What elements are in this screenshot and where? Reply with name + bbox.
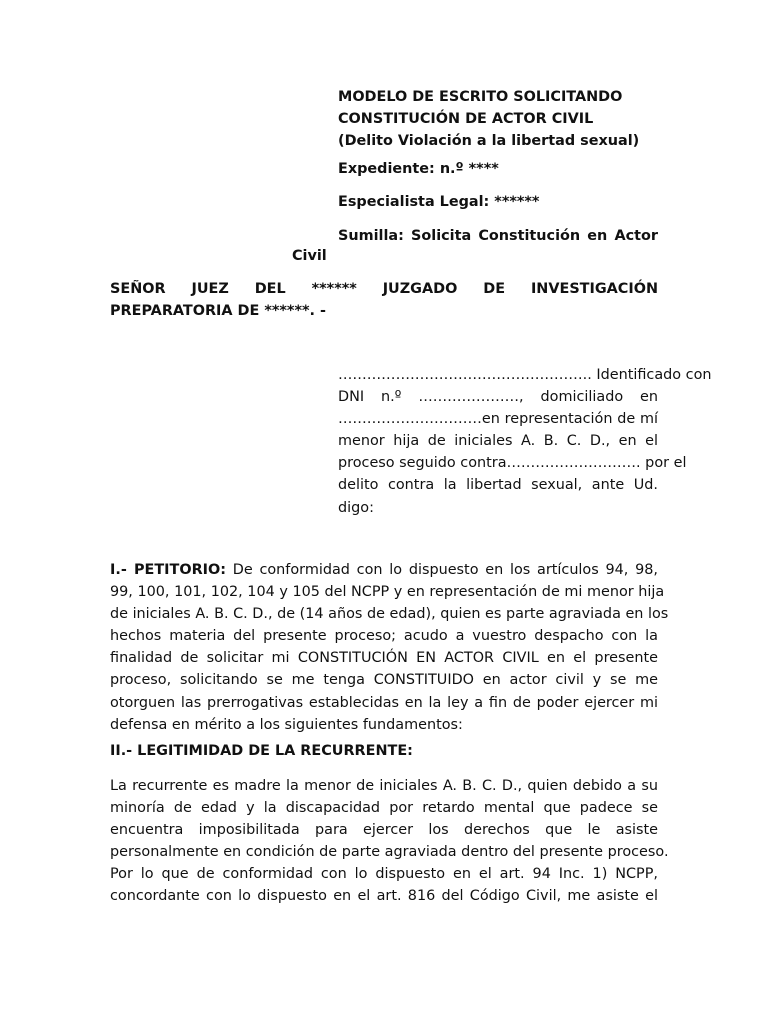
legitimidad-line: Por lo que de conformidad con lo dispuesto en el art. 94 Inc. 1) NCPP, bbox=[110, 866, 658, 883]
address-line: SEÑOR JUEZ DEL ****** JUZGADO DE INVESTIGACIÓN bbox=[110, 281, 658, 297]
sumilla: Sumilla: Solicita Constitución en Actor bbox=[338, 228, 658, 244]
sumilla-continuation: Civil bbox=[292, 248, 327, 264]
legitimidad-line: La recurrente es madre la menor de iniciales A. B. C. D., quien debido a su bbox=[110, 778, 658, 794]
petitorio-label: I.- PETITORIO: bbox=[110, 562, 227, 578]
petitorio-line: proceso, solicitando se me tenga CONSTITUIDO en actor civil y se me bbox=[110, 672, 658, 689]
document-title bbox=[338, 86, 658, 152]
title-line: MODELO DE ESCRITO SOLICITANDO bbox=[338, 89, 623, 105]
title-line: (Delito Violación a la libertad sexual) bbox=[338, 133, 640, 149]
addressee bbox=[110, 278, 658, 322]
legitimidad-section bbox=[110, 775, 669, 908]
petitorio-line: defensa en mérito a los siguientes fundamentos: bbox=[110, 716, 463, 733]
intro-line: menor hija de iniciales A. B. C. D., en el bbox=[338, 433, 658, 450]
petitorio-section bbox=[110, 559, 669, 736]
intro-line: …………………………en representación de mí bbox=[338, 411, 658, 428]
legitimidad-line: concordante con lo dispuesto en el art. 816 del Código Civil, me asiste el bbox=[110, 888, 658, 905]
petitorio-first-line bbox=[110, 559, 658, 581]
intro-line: proceso seguido contra………………………. por el bbox=[338, 455, 687, 472]
introduction-paragraph bbox=[338, 364, 712, 519]
intro-line: …………………………………………….. Identificado con bbox=[338, 367, 712, 383]
title-line: CONSTITUCIÓN DE ACTOR CIVIL bbox=[338, 111, 594, 127]
intro-line: DNI n.º …………………, domiciliado en bbox=[338, 389, 658, 406]
petitorio-line: 99, 100, 101, 102, 104 y 105 del NCPP y en representación de mi menor hija bbox=[110, 584, 665, 601]
especialista-legal: Especialista Legal: ****** bbox=[338, 194, 540, 210]
expediente: Expediente: n.º **** bbox=[338, 161, 499, 177]
intro-line: digo: bbox=[338, 499, 374, 516]
petitorio-line: de iniciales A. B. C. D., de (14 años de edad), quien es parte agraviada en los bbox=[110, 606, 669, 623]
legitimidad-line: minoría de edad y la discapacidad por retardo mental que padece se bbox=[110, 800, 658, 817]
address-line: PREPARATORIA DE ******. - bbox=[110, 303, 326, 319]
petitorio-line: finalidad de solicitar mi CONSTITUCIÓN EN ACTOR CIVIL en el presente bbox=[110, 650, 658, 667]
legitimidad-line: encuentra imposibilitada para ejercer los derechos que le asiste bbox=[110, 822, 658, 839]
intro-line: delito contra la libertad sexual, ante Ud. bbox=[338, 477, 658, 494]
legitimidad-line: personalmente en condición de parte agraviada dentro del presente proceso. bbox=[110, 844, 669, 861]
petitorio-line: hechos materia del presente proceso; acudo a vuestro despacho con la bbox=[110, 628, 658, 645]
petitorio-line: otorguen las prerrogativas establecidas en la ley a fin de poder ejercer mi bbox=[110, 694, 658, 711]
legitimidad-heading: II.- LEGITIMIDAD DE LA RECURRENTE: bbox=[110, 743, 413, 759]
petitorio-text: De conformidad con lo dispuesto en los artículos 94, 98, bbox=[226, 562, 659, 578]
